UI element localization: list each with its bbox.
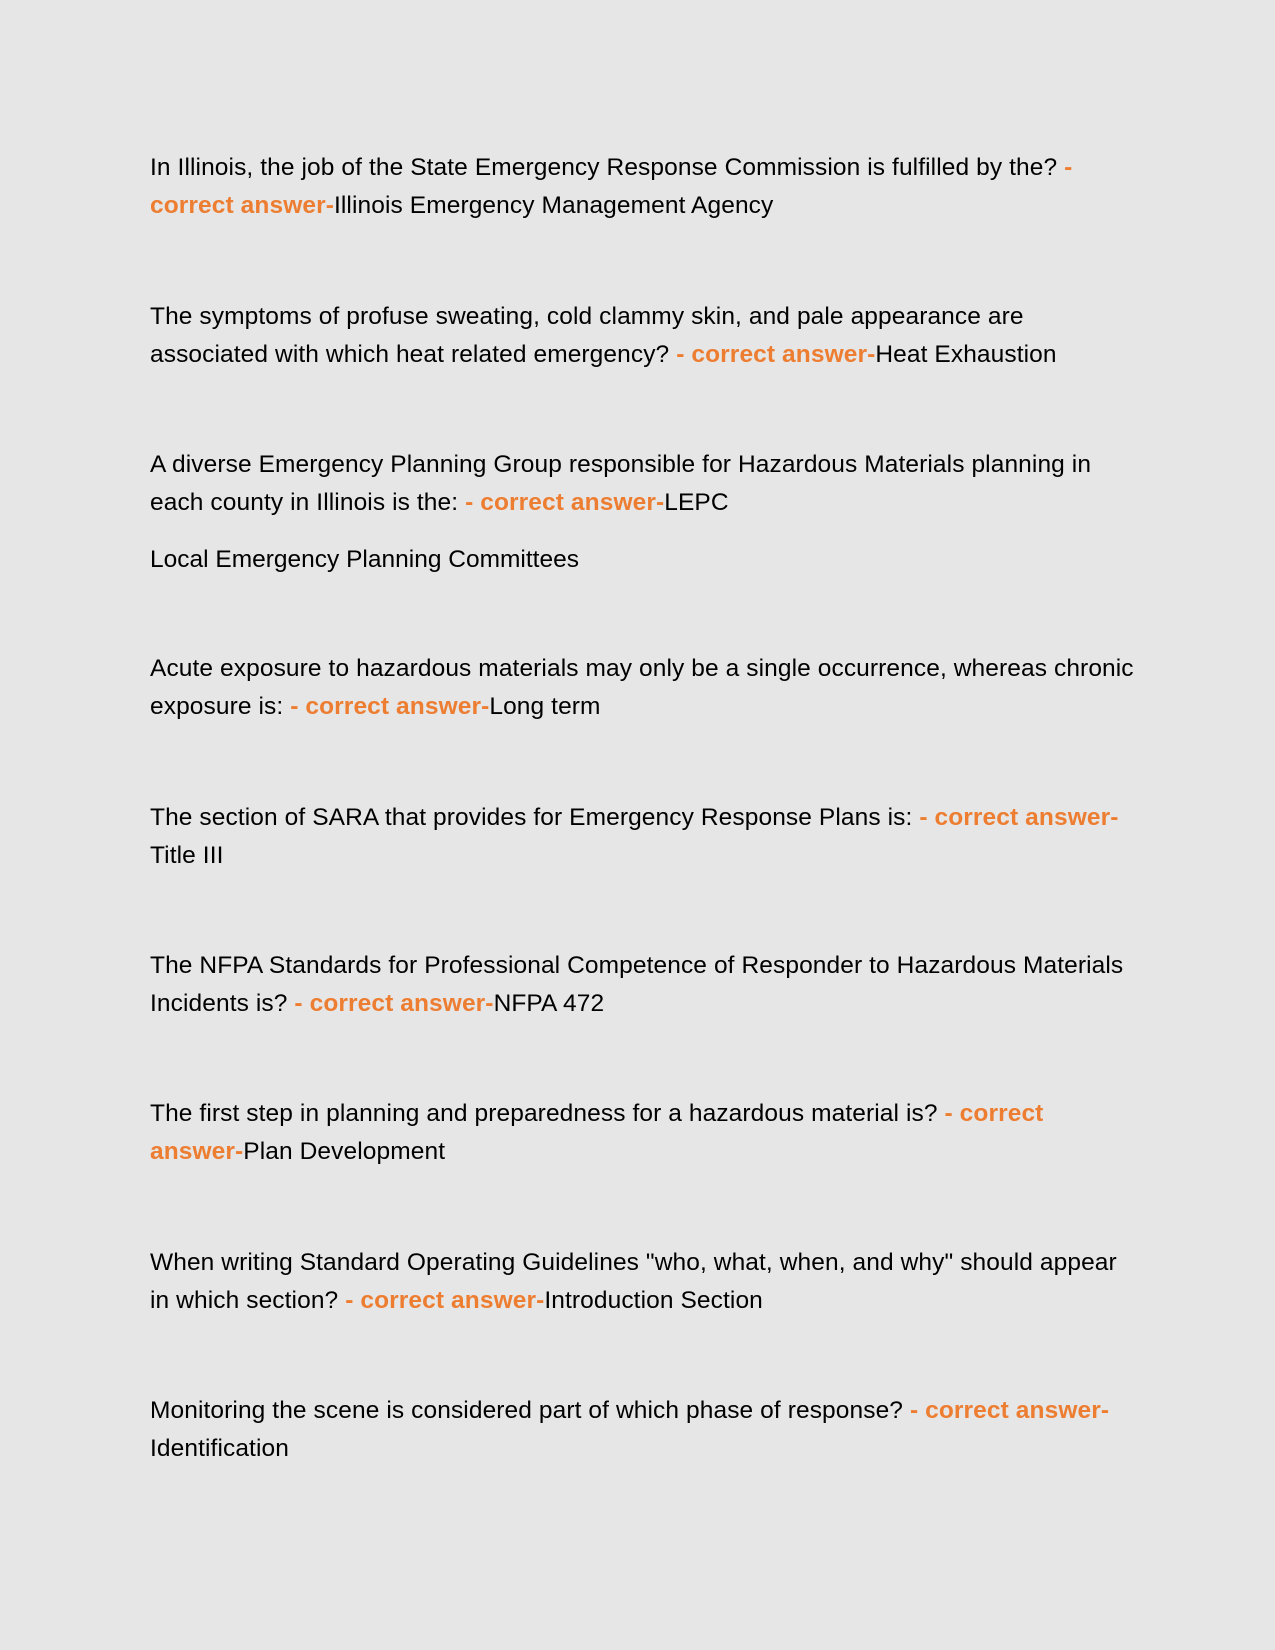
question-text: A diverse Emergency Planning Group responsible for Hazardous Materials planning in each county in Illinois is the: (150, 451, 1092, 516)
answer-marker: - correct answer- (294, 990, 494, 1017)
answer-text: Heat Exhaustion (875, 341, 1057, 368)
answer-marker: - correct answer- (909, 1397, 1110, 1424)
qa-item (150, 446, 1135, 522)
answer-marker: - correct answer- (676, 341, 876, 368)
qa-item (150, 947, 1135, 1023)
answer-marker: - correct answer- (345, 1287, 545, 1314)
qa-item (150, 298, 1135, 374)
qa-item (150, 1095, 1135, 1171)
question-text: Acute exposure to hazardous materials may only be a single occurrence, whereas chronic exposure is: (150, 655, 1134, 720)
answer-marker: - correct answer- (465, 489, 665, 516)
answer-text: NFPA 472 (493, 990, 605, 1017)
answer-text: Plan Development (243, 1138, 446, 1165)
qa-item (150, 1392, 1135, 1468)
answer-text: Long term (489, 693, 601, 720)
answer-marker: - correct answer- (919, 804, 1119, 831)
question-text: When writing Standard Operating Guidelines "who, what, when, and why" should appear in which section? (150, 1249, 1117, 1314)
answer-text: Identification (150, 1435, 289, 1462)
answer-marker: - correct answer- (150, 154, 1073, 219)
question-text: The first step in planning and preparedness for a hazardous material is? (150, 1100, 938, 1127)
answer-text: Illinois Emergency Management Agency (333, 192, 774, 219)
answer-text: Title III (150, 842, 224, 869)
question-text: Monitoring the scene is considered part of which phase of response? (150, 1397, 904, 1424)
answer-text: Introduction Section (544, 1287, 763, 1314)
question-text: The symptoms of profuse sweating, cold clammy skin, and pale appearance are associated with which heat related emergency? (150, 303, 1024, 368)
qa-item (150, 149, 1135, 225)
question-text: In Illinois, the job of the State Emergency Response Commission is fulfilled by the? (150, 154, 1058, 181)
answer-marker: - correct answer- (290, 693, 490, 720)
qa-item (150, 799, 1135, 875)
qa-item (150, 1244, 1135, 1320)
question-text: The section of SARA that provides for Emergency Response Plans is: (150, 804, 913, 831)
answer-extra-text: Local Emergency Planning Committees (150, 546, 579, 573)
question-text: The NFPA Standards for Professional Competence of Responder to Hazardous Materials Incidents is? (150, 952, 1124, 1017)
answer-marker: - correct answer- (150, 1100, 1044, 1165)
qa-item (150, 650, 1135, 726)
answer-text: LEPC (664, 489, 729, 516)
